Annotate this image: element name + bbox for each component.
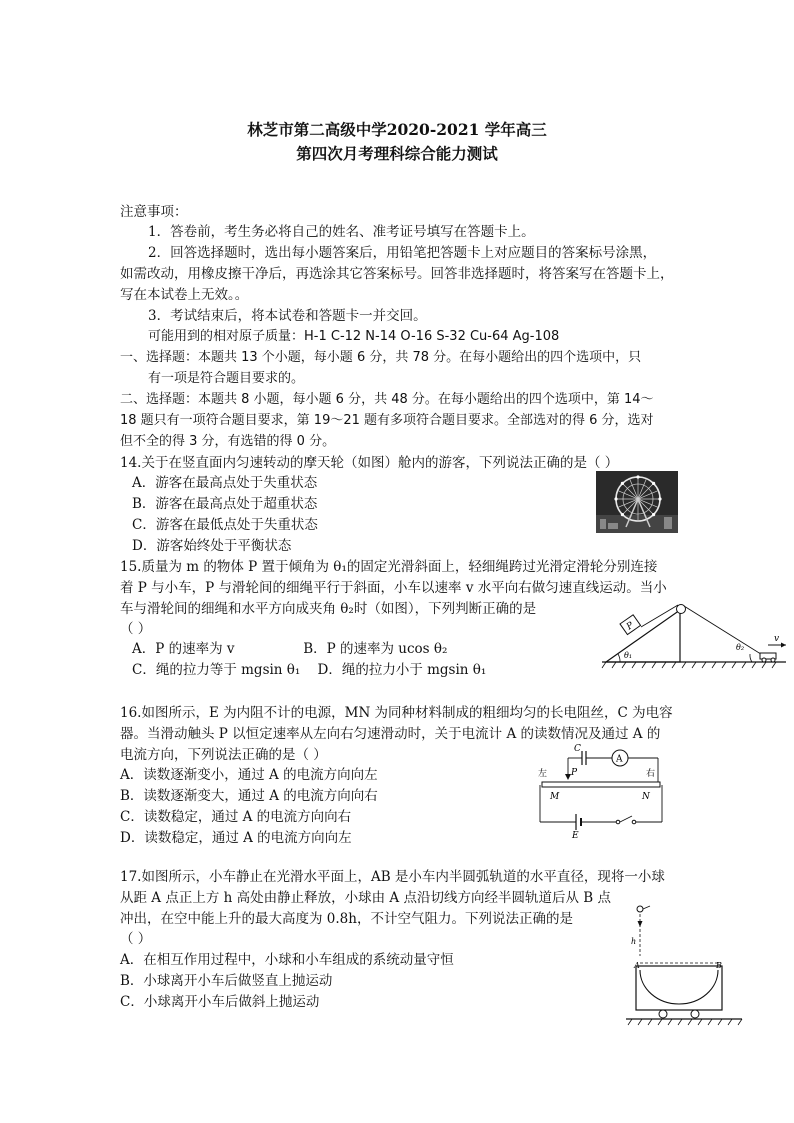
right-label: 右 [646,769,656,779]
q17-line2: 从距 A 点正上方 h 高处由静止释放，小球由 A 点沿切线方向经半圆轨道后从 B 点 [120,890,611,906]
left-label: 左 [538,769,548,779]
q16-line3: 电流方向，下列说法正确的是（ ） [120,747,327,763]
velocity-label: v [774,634,780,644]
section1-line1: 一、选择题：本题共 13 个小题，每小题 6 分，共 78 分。在每小题给出的四个选项中，只 [120,350,642,365]
incline-pulley-diagram [600,600,794,672]
q16-line1: 16.如图所示，E 为内阻不计的电源，MN 为同种材料制成的粗细均匀的长电阻丝，C 为电容 [120,705,673,721]
paper-title-line1: 林芝市第二高级中学2020-2021 学年高三 [247,120,547,139]
slider-p-label: P [571,768,578,778]
atomic-masses: 可能用到的相对原子质量：H-1 C-12 N-14 O-16 S-32 Cu-64 Ag-108 [148,329,560,344]
q16-line2: 器。当滑动触头 P 以恒定速率从左向右匀速滑动时，关于电流计 A 的读数情况及通过 A 的 [120,726,661,742]
q15-options-cd: C．绳的拉力等于 mgsin θ₁ D．绳的拉力小于 mgsin θ₁ [132,662,487,678]
circuit-diagram [528,742,678,838]
q17-line1: 17.如图所示，小车静止在光滑水平面上，AB 是小车内半圆弧轨道的水平直径，现将一小球 [120,869,665,885]
q17-line3: 冲出，在空中能上升的最大高度为 0.8h，不计空气阻力。下列说法正确的是 [120,911,573,927]
notice-item-2-line3: 写在本试卷上无效。。 [120,287,249,303]
height-h-label: h [631,937,637,946]
ammeter-label: A [616,754,623,765]
q14-option-a: A．游客在最高点处于失重状态 [132,475,318,491]
end-m-label: M [550,792,560,802]
q14-option-d: D．游客始终处于平衡状态 [132,538,292,554]
q15-options-ab: A．P 的速率为 v B．P 的速率为 ucos θ₂ [132,641,448,657]
source-e-label: E [572,831,579,838]
q15-line2: 着 P 与小车，P 与滑轮间的细绳平行于斜面，小车以速率 v 水平向右做匀速直线运动。当小 [120,580,667,596]
q14-option-b: B．游客在最高点处于超重状态 [132,496,318,512]
point-a-label: A [634,961,640,970]
notice-item-2-line1: 2．回答选择题时，选出每小题答案后，用铅笔把答题卡上对应题目的答案标号涂黑， [148,245,657,261]
end-n-label: N [642,792,650,802]
q17-option-b: B．小球离开小车后做竖直上抛运动 [120,973,333,989]
notice-heading: 注意事项： [120,204,188,220]
q17-paren: （ ） [120,931,152,947]
q16-option-c: C．读数稳定，通过 A 的电流方向向右 [120,809,352,825]
section1-line2: 有一项是符合题目要求的。 [148,371,305,386]
capacitor-label: C [574,744,581,754]
section2-line2: 18 题只有一项符合题目要求，第 19～21 题有多项符合题目要求。全部选对的得 6 分，选对 [120,413,654,428]
notice-item-3: 3．考试结束后，将本试卷和答题卡一并交回。 [148,308,427,324]
section2-line3: 但不全的得 3 分，有选错的得 0 分。 [120,434,336,449]
q16-option-b: B．读数逐渐变大，通过 A 的电流方向向右 [120,788,378,804]
q14-stem: 14.关于在竖直面内匀速转动的摩天轮（如图）舱内的游客，下列说法正确的是（ ） [120,455,619,471]
q17-option-a: A．在相互作用过程中，小球和小车组成的系统动量守恒 [120,952,454,968]
notice-item-1: 1．答卷前，考生务必将自己的姓名、准考证号填写在答题卡上。 [148,224,535,240]
point-b-label: B [716,961,722,970]
q15-paren: （ ） [120,621,152,637]
q16-option-d: D．读数稳定，通过 A 的电流方向向左 [120,830,352,846]
q15-line3: 车与滑轮间的细绳和水平方向成夹角 θ₂时（如图），下列判断正确的是 [120,601,537,617]
cart-track-diagram [624,904,748,1028]
notice-item-2-line2: 如需改动，用橡皮擦干净后，再选涂其它答案标号。回答非选择题时，将答案写在答题卡上， [120,266,674,282]
block-p-label: P [624,620,636,633]
theta2-label: θ₂ [736,643,745,652]
q15-line1: 15.质量为 m 的物体 P 置于倾角为 θ₁的固定光滑斜面上，轻细绳跨过光滑定滑轮分别连接 [120,559,658,575]
section2-line1: 二、选择题：本题共 8 小题，每小题 6 分，共 48 分。在每小题给出的四个选项中，第 14～ [120,392,654,407]
q17-option-c: C．小球离开小车后做斜上抛运动 [120,994,320,1010]
q14-option-c: C．游客在最低点处于失重状态 [132,517,318,533]
q16-option-a: A．读数逐渐变小，通过 A 的电流方向向左 [120,767,378,783]
theta1-label: θ₁ [624,651,633,660]
paper-title-line2: 第四次月考理科综合能力测试 [296,144,498,163]
ferris-wheel-photo [596,471,678,533]
